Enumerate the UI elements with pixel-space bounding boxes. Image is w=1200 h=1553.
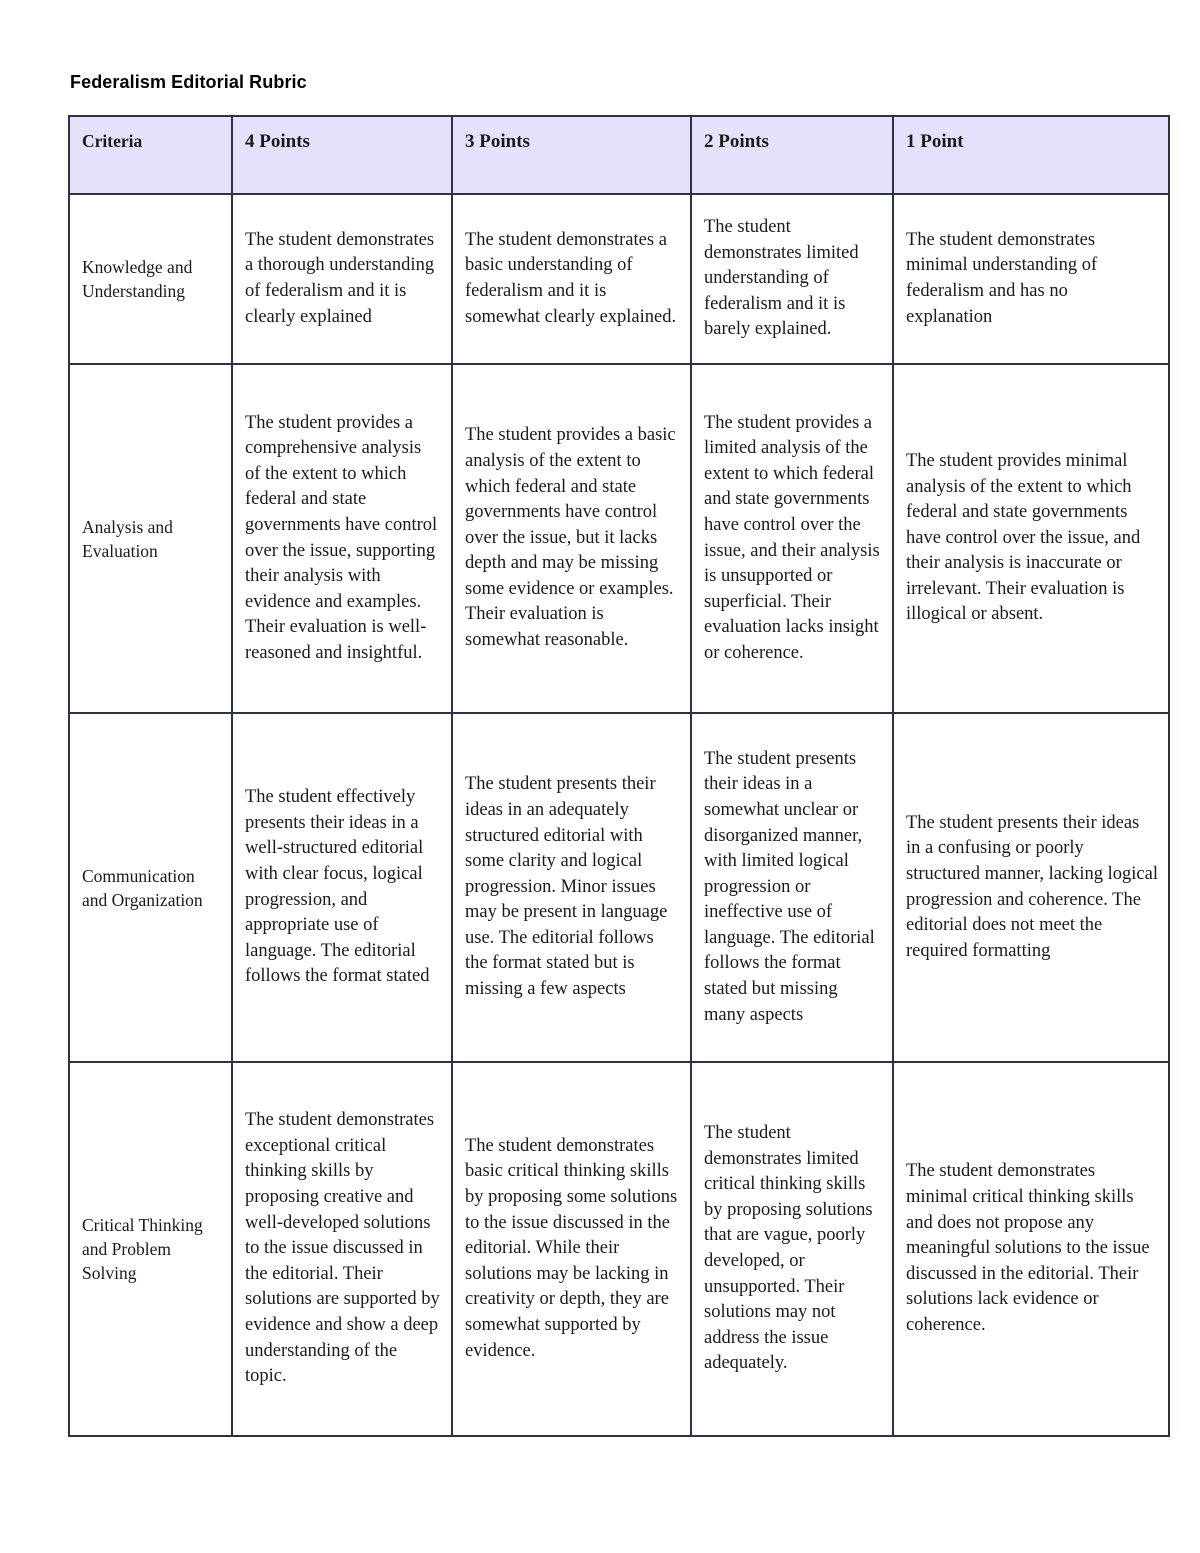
- rubric-cell-2-points: The student provides a limited analysis of the extent to which federal and state governments have control over the issue, and their analysis is unsupported or superficial. Their evaluation lacks insight or coherence.: [691, 364, 893, 713]
- table-row-analysis: [69, 364, 1169, 713]
- rubric-cell-4-points: The student effectively presents their ideas in a well-structured editorial with clear focus, logical progression, and appropriate use of language. The editorial follows the format stated: [232, 713, 452, 1062]
- rubric-table: [68, 115, 1170, 1437]
- rubric-cell-3-points: The student demonstrates a basic understanding of federalism and it is somewhat clearly explained.: [452, 194, 691, 364]
- criteria-cell: Communication and Organization: [69, 713, 232, 1062]
- criteria-cell: Critical Thinking and Problem Solving: [69, 1062, 232, 1436]
- rubric-cell-3-points: The student provides a basic analysis of the extent to which federal and state governments have control over the issue, but it lacks depth and may be missing some evidence or examples. Their evaluation is somewhat reasonable.: [452, 364, 691, 713]
- rubric-cell-3-points: The student demonstrates basic critical thinking skills by proposing some solutions to the issue discussed in the editorial. While their solutions may be lacking in creativity or depth, they are somewhat supported by evidence.: [452, 1062, 691, 1436]
- rubric-cell-2-points: The student presents their ideas in a somewhat unclear or disorganized manner, with limited logical progression or ineffective use of language. The editorial follows the format stated but missing many aspects: [691, 713, 893, 1062]
- rubric-cell-1-point: The student presents their ideas in a confusing or poorly structured manner, lacking logical progression and coherence. The editorial does not meet the required formatting: [893, 713, 1169, 1062]
- criteria-cell: Analysis and Evaluation: [69, 364, 232, 713]
- criteria-cell: Knowledge and Understanding: [69, 194, 232, 364]
- rubric-cell-1-point: The student demonstrates minimal critical thinking skills and does not propose any meaningful solutions to the issue discussed in the editorial. Their solutions lack evidence or coherence.: [893, 1062, 1169, 1436]
- header-2-points: 2 Points: [691, 116, 893, 194]
- header-3-points: 3 Points: [452, 116, 691, 194]
- rubric-cell-2-points: The student demonstrates limited understanding of federalism and it is barely explained.: [691, 194, 893, 364]
- header-4-points: 4 Points: [232, 116, 452, 194]
- rubric-cell-2-points: The student demonstrates limited critical thinking skills by proposing solutions that are vague, poorly developed, or unsupported. Their solutions may not address the issue adequately.: [691, 1062, 893, 1436]
- rubric-cell-3-points: The student presents their ideas in an adequately structured editorial with some clarity and logical progression. Minor issues may be present in language use. The editorial follows the format stated but is missing a few aspects: [452, 713, 691, 1062]
- rubric-cell-1-point: The student provides minimal analysis of the extent to which federal and state governments have control over the issue, and their analysis is inaccurate or irrelevant. Their evaluation is illogical or absent.: [893, 364, 1169, 713]
- document-title: Federalism Editorial Rubric: [70, 72, 307, 92]
- table-row-critical-thinking: [69, 1062, 1169, 1436]
- rubric-cell-4-points: The student demonstrates a thorough understanding of federalism and it is clearly explained: [232, 194, 452, 364]
- header-criteria: Criteria: [69, 116, 232, 194]
- table-row-knowledge: [69, 194, 1169, 364]
- rubric-cell-1-point: The student demonstrates minimal understanding of federalism and has no explanation: [893, 194, 1169, 364]
- header-row: [69, 116, 1169, 194]
- header-1-point: 1 Point: [893, 116, 1169, 194]
- rubric-cell-4-points: The student demonstrates exceptional critical thinking skills by proposing creative and well-developed solutions to the issue discussed in the editorial. Their solutions are supported by evidence and show a deep understanding of the topic.: [232, 1062, 452, 1436]
- table-row-communication: [69, 713, 1169, 1062]
- rubric-cell-4-points: The student provides a comprehensive analysis of the extent to which federal and state governments have control over the issue, supporting their analysis with evidence and examples. Their evaluation is well-reasoned and insightful.: [232, 364, 452, 713]
